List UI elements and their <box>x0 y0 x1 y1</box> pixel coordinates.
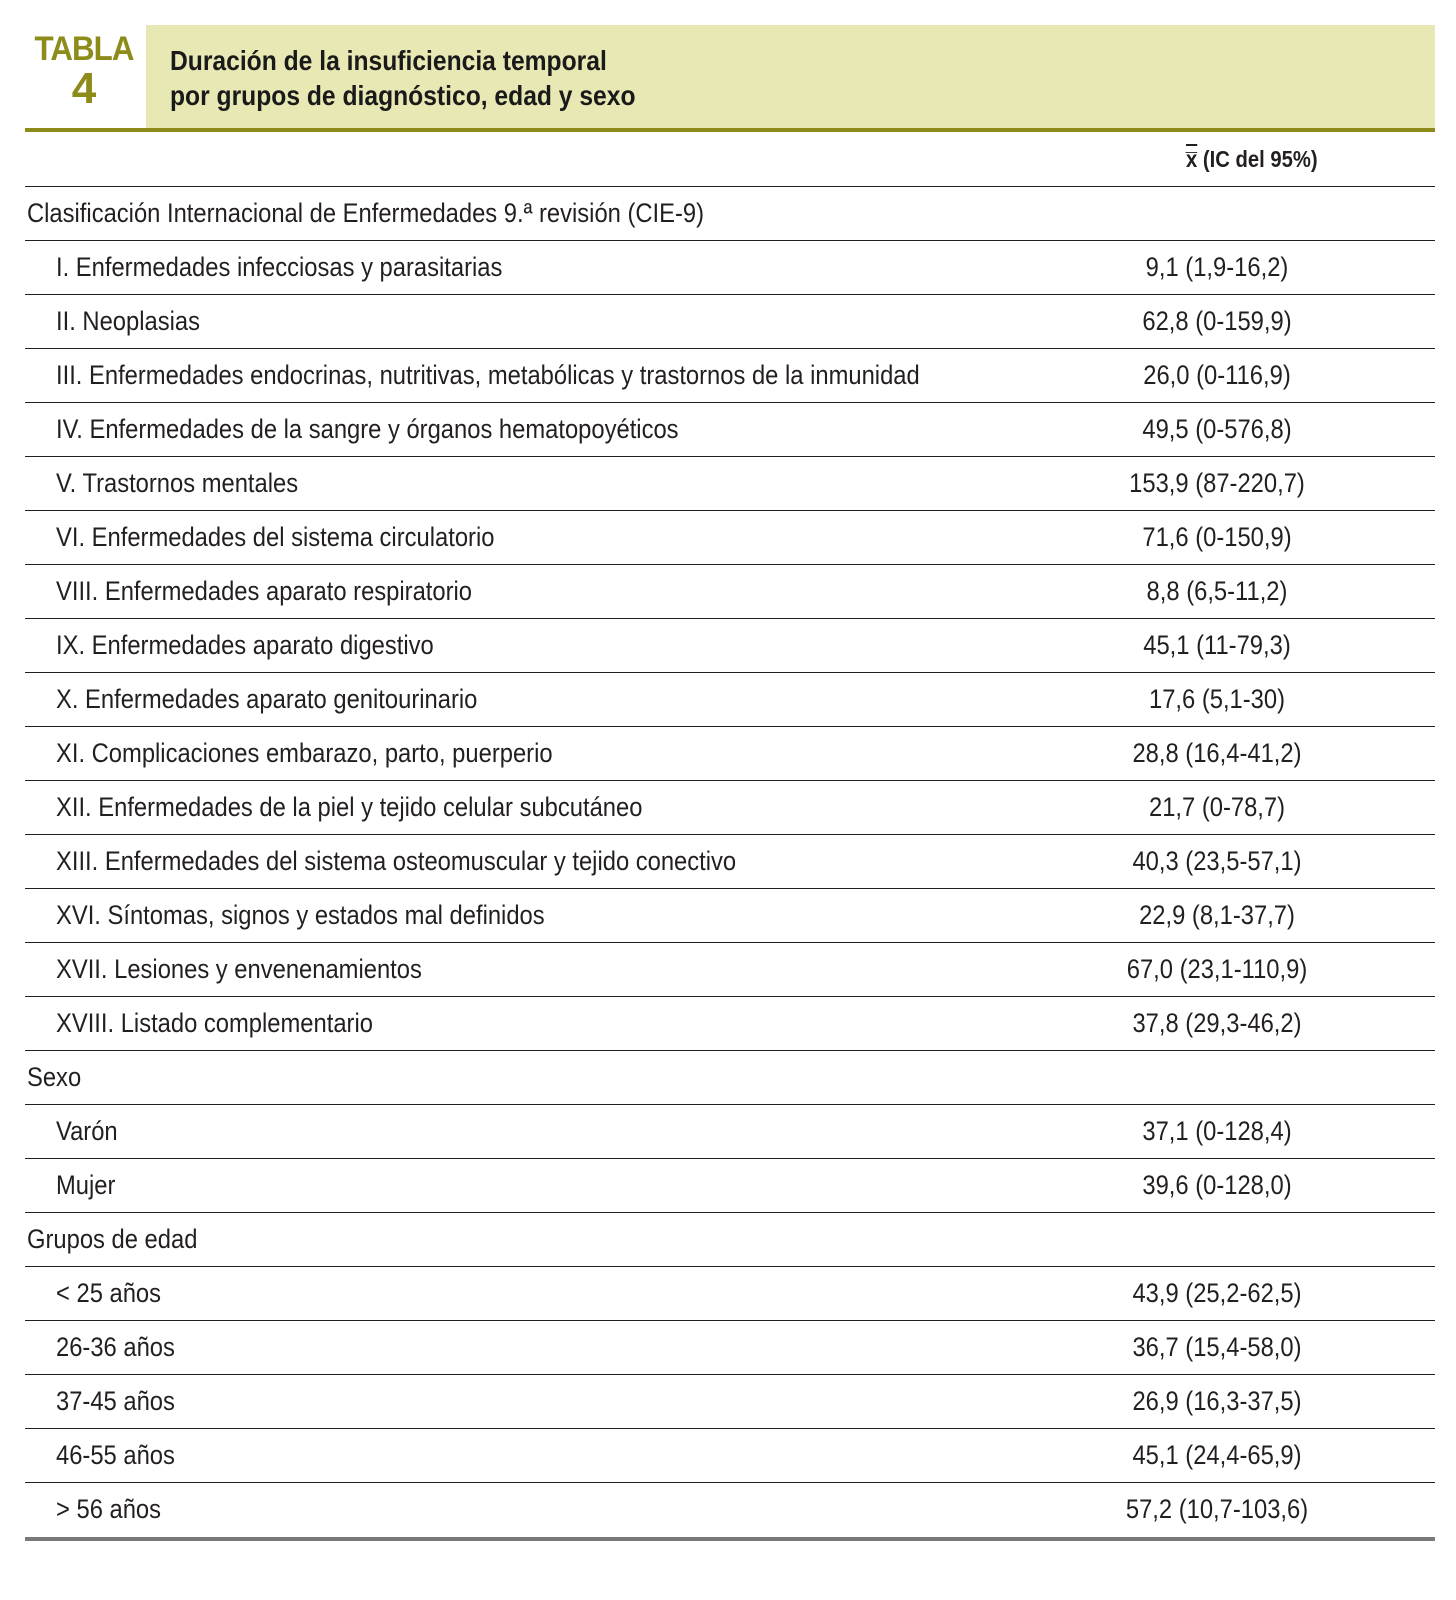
row-value: 37,1 (0-128,4) <box>1142 1116 1292 1146</box>
row-value: 57,2 (10,7-103,6) <box>1125 1494 1309 1524</box>
section-label: Clasificación Internacional de Enfermedades 9.ª revisión (CIE-9) <box>27 198 705 228</box>
row-value: 39,6 (0-128,0) <box>1142 1170 1292 1200</box>
table-title <box>170 43 636 113</box>
row-value: 21,7 (0-78,7) <box>1148 792 1286 822</box>
row-label: XVI. Síntomas, signos y estados mal definidos <box>56 900 545 930</box>
section-label: Sexo <box>27 1062 82 1092</box>
table-header <box>25 25 1435 130</box>
table-row <box>25 619 1435 673</box>
row-label: 37-45 años <box>56 1386 175 1416</box>
row-value: 43,9 (25,2-62,5) <box>1132 1278 1302 1308</box>
tabla-label: TABLA <box>34 30 134 68</box>
table-row <box>25 511 1435 565</box>
table-row <box>25 1375 1435 1429</box>
ci-label: (IC del 95%) <box>1203 146 1319 172</box>
row-value: 67,0 (23,1-110,9) <box>1126 954 1308 984</box>
row-value: 22,9 (8,1-37,7) <box>1139 900 1295 930</box>
row-value: 28,8 (16,4-41,2) <box>1132 738 1302 768</box>
mean-symbol: x̅ <box>1186 146 1198 172</box>
row-value: 26,9 (16,3-37,5) <box>1132 1386 1302 1416</box>
table-row <box>25 295 1435 349</box>
row-label: Varón <box>56 1116 118 1146</box>
section-row <box>25 1213 1435 1267</box>
table-row <box>25 349 1435 403</box>
row-value: 17,6 (5,1-30) <box>1148 684 1286 714</box>
table-row <box>25 241 1435 295</box>
table-title-line-1: Duración de la insuficiencia temporal <box>170 45 607 76</box>
table-row <box>25 565 1435 619</box>
row-value: 153,9 (87-220,7) <box>1129 468 1305 498</box>
data-table <box>25 132 1435 1536</box>
column-header-label <box>1186 146 1318 173</box>
row-label: XIII. Enfermedades del sistema osteomuscular y tejido conectivo <box>56 846 737 876</box>
table-row <box>25 457 1435 511</box>
section-row <box>25 1051 1435 1105</box>
row-label: X. Enfermedades aparato genitourinario <box>56 684 478 714</box>
table-row <box>25 997 1435 1051</box>
row-label: III. Enfermedades endocrinas, nutritivas, metabólicas y trastornos de la inmunidad <box>56 360 920 390</box>
row-value: 8,8 (6,5-11,2) <box>1146 576 1288 606</box>
table-row <box>25 403 1435 457</box>
table-row <box>25 943 1435 997</box>
table-row <box>25 889 1435 943</box>
table-body <box>25 187 1435 1536</box>
row-value: 71,6 (0-150,9) <box>1142 522 1292 552</box>
row-value: 49,5 (0-576,8) <box>1142 414 1292 444</box>
row-label: V. Trastornos mentales <box>56 468 299 498</box>
row-label: < 25 años <box>56 1278 162 1308</box>
row-label: II. Neoplasias <box>56 306 200 336</box>
row-value: 9,1 (1,9-16,2) <box>1145 252 1289 282</box>
table-number-box <box>25 25 145 128</box>
row-label: 46-55 años <box>56 1440 175 1470</box>
table-row <box>25 1429 1435 1483</box>
table-row <box>25 727 1435 781</box>
row-label: I. Enfermedades infecciosas y parasitarias <box>56 252 503 282</box>
section-row <box>25 187 1435 241</box>
row-value: 45,1 (24,4-65,9) <box>1132 1440 1302 1470</box>
row-value: 45,1 (11-79,3) <box>1143 630 1291 660</box>
table-row <box>25 673 1435 727</box>
row-label: Mujer <box>56 1170 116 1200</box>
column-header <box>25 132 1435 187</box>
row-label: IV. Enfermedades de la sangre y órganos hematopoyéticos <box>56 414 679 444</box>
title-box <box>146 25 1435 128</box>
row-label: XVIII. Listado complementario <box>56 1008 373 1038</box>
row-value: 26,0 (0-116,9) <box>1143 360 1291 390</box>
table-row <box>25 1159 1435 1213</box>
tabla-number: 4 <box>71 64 97 113</box>
table-row <box>25 1267 1435 1321</box>
table-row <box>25 835 1435 889</box>
row-value: 62,8 (0-159,9) <box>1142 306 1292 336</box>
table-row <box>25 781 1435 835</box>
row-value: 40,3 (23,5-57,1) <box>1132 846 1302 876</box>
row-label: XII. Enfermedades de la piel y tejido celular subcutáneo <box>56 792 643 822</box>
table-row <box>25 1483 1435 1536</box>
row-value: 36,7 (15,4-58,0) <box>1132 1332 1302 1362</box>
row-label: XVII. Lesiones y envenenamientos <box>56 954 422 984</box>
table-title-line-2: por grupos de diagnóstico, edad y sexo <box>170 80 636 111</box>
table-row <box>25 1321 1435 1375</box>
row-label: 26-36 años <box>56 1332 175 1362</box>
row-label: VI. Enfermedades del sistema circulatorio <box>56 522 495 552</box>
row-label: > 56 años <box>56 1494 162 1524</box>
bottom-rule <box>25 1537 1435 1541</box>
table-row <box>25 1105 1435 1159</box>
section-label: Grupos de edad <box>27 1224 198 1254</box>
row-label: XI. Complicaciones embarazo, parto, puerperio <box>56 738 553 768</box>
row-label: IX. Enfermedades aparato digestivo <box>56 630 434 660</box>
row-label: VIII. Enfermedades aparato respiratorio <box>56 576 473 606</box>
row-value: 37,8 (29,3-46,2) <box>1132 1008 1302 1038</box>
